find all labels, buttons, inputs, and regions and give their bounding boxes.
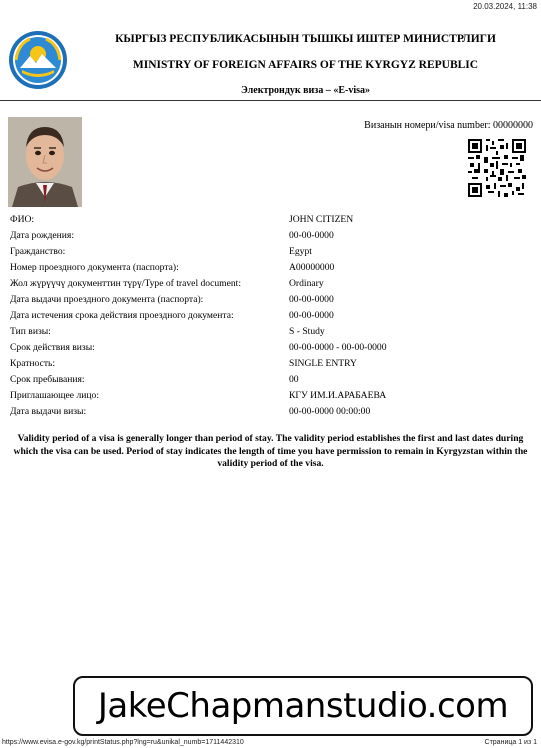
header-divider xyxy=(0,100,541,101)
field-row-stay-duration xyxy=(10,373,530,389)
field-label: Срок действия визы: xyxy=(10,342,95,353)
field-row-passport-number xyxy=(10,261,530,277)
field-row-inviting-party xyxy=(10,389,530,405)
field-row-visa-type xyxy=(10,325,530,341)
evisa-subtitle: Электрондук виза – «E-visa» xyxy=(241,85,370,96)
field-row-birth-date xyxy=(10,229,530,245)
footer-page-number: Страница 1 из 1 xyxy=(484,739,537,746)
field-label: ФИО: xyxy=(10,214,35,225)
applicant-photo xyxy=(8,117,82,207)
field-value: SINGLE ENTRY xyxy=(289,358,357,369)
field-row-passport-expiry-date xyxy=(10,309,530,325)
validity-note: Validity period of a visa is generally longer than period of stay. The validity period establishes the first and last dates during which the visa can be used. Period of stay indicates the length of time you have permission to remain in Kyrgyzstan within the validity period of the visa. xyxy=(13,433,528,469)
watermark-text: JakeChapmanstudio.com xyxy=(97,686,509,726)
qr-code-icon xyxy=(468,139,526,197)
field-label: Жол жүрүүчү документтин түрү/Type of travel document: xyxy=(10,278,242,289)
field-row-full-name xyxy=(10,213,530,229)
field-label: Дата рождения: xyxy=(10,230,74,241)
applicant-portrait-image xyxy=(8,117,82,207)
field-label: Дата выдачи визы: xyxy=(10,406,87,417)
field-value: 00-00-0000 xyxy=(289,310,334,321)
watermark-banner xyxy=(73,676,533,736)
field-value: JOHN CITIZEN xyxy=(289,214,354,225)
field-value: A00000000 xyxy=(289,262,335,273)
footer-url: https://www.evisa.e-gov.kg/printStatus.php?lng=ru&unikal_numb=1711442310 xyxy=(2,739,244,746)
field-row-citizenship xyxy=(10,245,530,261)
field-label: Кратность: xyxy=(10,358,56,369)
field-value: 00-00-0000 - 00-00-0000 xyxy=(289,342,387,353)
field-label: Дата выдачи проездного документа (паспорта): xyxy=(10,294,204,305)
ministry-title-ky: КЫРГЫЗ РЕСПУБЛИКАСЫНЫН ТЫШКЫ ИШТЕР МИНИСТРЛИГИ xyxy=(115,33,496,45)
field-value: 00-00-0000 xyxy=(289,294,334,305)
kyrgyz-state-emblem-icon xyxy=(8,30,68,90)
field-value: Egypt xyxy=(289,246,312,257)
field-row-document-type xyxy=(10,277,530,293)
field-value: 00-00-0000 xyxy=(289,230,334,241)
field-label: Приглашающее лицо: xyxy=(10,390,99,401)
field-label: Срок пребывания: xyxy=(10,374,85,385)
ministry-title-en: MINISTRY OF FOREIGN AFFAIRS OF THE KYRGYZ REPUBLIC xyxy=(132,59,479,71)
field-label: Гражданство: xyxy=(10,246,66,257)
field-label: Дата истечения срока действия проездного документа: xyxy=(10,310,234,321)
visa-number: Визанын номери/visa number: 00000000 xyxy=(364,120,533,131)
field-label: Номер проездного документа (паспорта): xyxy=(10,262,179,273)
field-value: 00-00-0000 00:00:00 xyxy=(289,406,371,417)
field-row-visa-validity xyxy=(10,341,530,357)
field-row-entries xyxy=(10,357,530,373)
field-value: КГУ ИМ.И.АРАБАЕВА xyxy=(289,390,387,401)
print-date: 20.03.2024, 11:38 xyxy=(473,2,537,11)
field-value: 00 xyxy=(289,374,299,385)
field-row-passport-issue-date xyxy=(10,293,530,309)
field-value: Ordinary xyxy=(289,278,324,289)
field-value: S - Study xyxy=(289,326,325,337)
visa-details-table xyxy=(10,213,530,421)
field-label: Тип визы: xyxy=(10,326,51,337)
field-row-visa-issue-date xyxy=(10,405,530,421)
